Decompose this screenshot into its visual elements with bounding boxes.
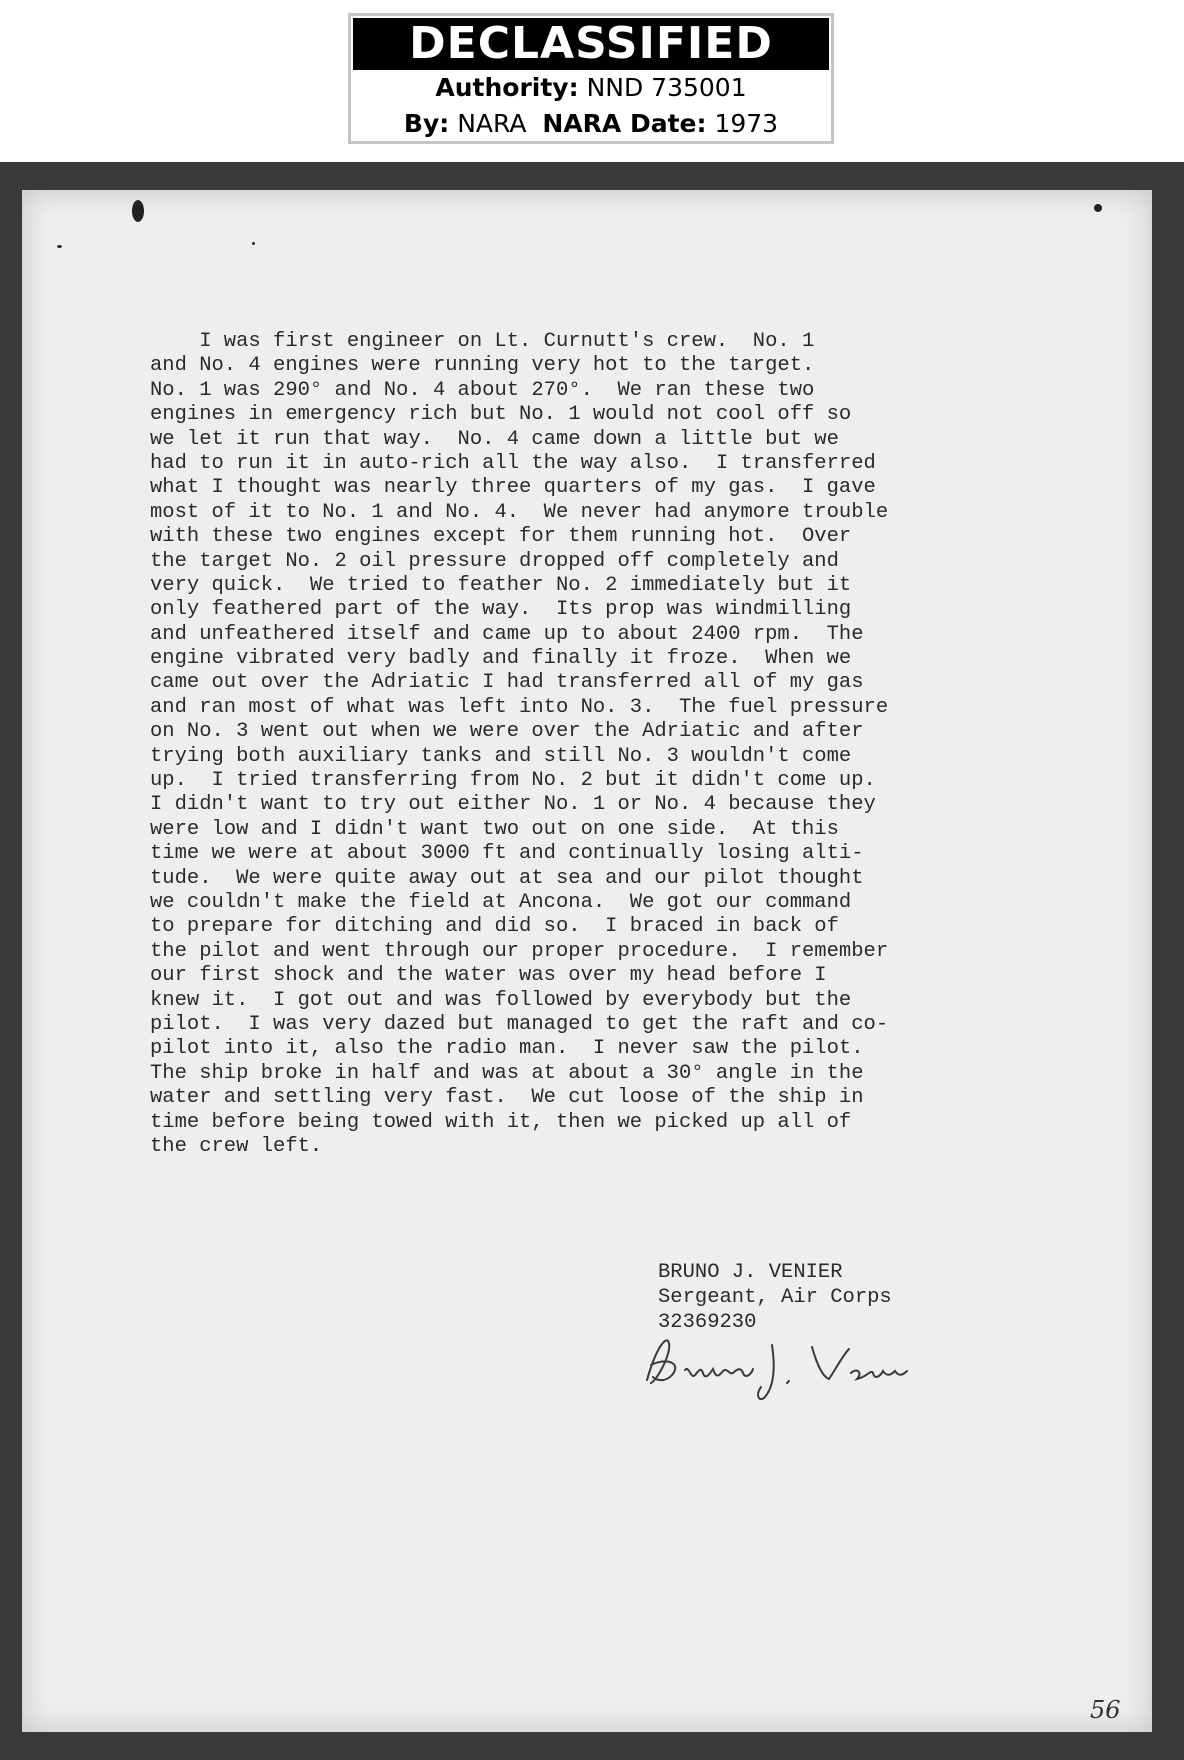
signer-serial: 32369230 bbox=[658, 1311, 757, 1334]
declassified-stamp bbox=[348, 13, 834, 144]
statement-line: on No. 3 went out when we were over the Adriatic and after bbox=[150, 720, 864, 744]
ink-speck bbox=[57, 245, 62, 248]
signer-rank: Sergeant, Air Corps bbox=[658, 1286, 892, 1309]
statement-line: came out over the Adriatic I had transferred all of my gas bbox=[150, 671, 864, 695]
ink-speck bbox=[252, 242, 255, 245]
statement-line: very quick. We tried to feather No. 2 immediately but it bbox=[150, 573, 852, 597]
statement-line: to prepare for ditching and did so. I braced in back of bbox=[150, 915, 839, 939]
statement-line: and No. 4 engines were running very hot to the target. bbox=[150, 354, 815, 378]
statement-line: and unfeathered itself and came up to about 2400 rpm. The bbox=[150, 622, 864, 646]
authority-label: Authority: bbox=[435, 73, 579, 102]
statement-line: The ship broke in half and was at about a 30° angle in the bbox=[150, 1061, 864, 1085]
statement-line: the pilot and went through our proper procedure. I remember bbox=[150, 939, 889, 963]
authority-value: NND 735001 bbox=[586, 73, 747, 102]
statement-line: our first shock and the water was over my head before I bbox=[150, 964, 827, 988]
statement-line: with these two engines except for them running hot. Over bbox=[150, 525, 852, 549]
statement-line: time we were at about 3000 ft and continually losing alti- bbox=[150, 842, 864, 866]
statement-line: I was first engineer on Lt. Curnutt's crew. No. 1 bbox=[150, 330, 815, 353]
by-label: By: bbox=[403, 109, 450, 138]
statement-line: most of it to No. 1 and No. 4. We never had anymore trouble bbox=[150, 500, 889, 524]
statement-line: trying both auxiliary tanks and still No. 3 wouldn't come bbox=[150, 744, 852, 768]
statement-line: only feathered part of the way. Its prop was windmilling bbox=[150, 598, 852, 622]
scanned-page-frame bbox=[0, 162, 1184, 1760]
statement-line: up. I tried transferring from No. 2 but it didn't come up. bbox=[150, 769, 876, 793]
statement-line: had to run it in auto-rich all the way also. I transferred bbox=[150, 451, 876, 475]
statement-line: and ran most of what was left into No. 3. The fuel pressure bbox=[150, 695, 889, 719]
by-value: NARA bbox=[457, 109, 527, 138]
statement-line: engine vibrated very badly and finally it froze. When we bbox=[150, 647, 852, 671]
statement-line: I didn't want to try out either No. 1 or No. 4 because they bbox=[150, 793, 876, 817]
statement-line: the target No. 2 oil pressure dropped off completely and bbox=[150, 549, 839, 573]
statement-line: time before being towed with it, then we picked up all of bbox=[150, 1110, 852, 1134]
typed-page bbox=[22, 190, 1152, 1732]
statement-line: what I thought was nearly three quarters of my gas. I gave bbox=[150, 476, 876, 500]
date-label: NARA Date: bbox=[542, 109, 707, 138]
signer-name: BRUNO J. VENIER bbox=[658, 1261, 843, 1284]
signature-block bbox=[658, 1260, 892, 1335]
stamp-by-date bbox=[351, 106, 831, 142]
ink-speck bbox=[1094, 204, 1102, 212]
statement-body bbox=[150, 330, 1050, 1159]
statement-line: pilot into it, also the radio man. I never saw the pilot. bbox=[150, 1037, 864, 1061]
stamp-title: DECLASSIFIED bbox=[353, 18, 829, 70]
statement-line: No. 1 was 290° and No. 4 about 270°. We ran these two bbox=[150, 378, 815, 402]
statement-line: tude. We were quite away out at sea and our pilot thought bbox=[150, 866, 864, 890]
statement-line: we couldn't make the field at Ancona. We got our command bbox=[150, 890, 852, 914]
statement-line: were low and I didn't want two out on one side. At this bbox=[150, 817, 839, 841]
stamp-authority bbox=[351, 70, 831, 106]
statement-line: water and settling very fast. We cut loose of the ship in bbox=[150, 1086, 864, 1110]
ink-speck bbox=[132, 200, 144, 222]
handwritten-signature bbox=[637, 1325, 917, 1405]
statement-line: we let it run that way. No. 4 came down a little but we bbox=[150, 427, 839, 451]
statement-line: the crew left. bbox=[150, 1134, 323, 1158]
statement-line: engines in emergency rich but No. 1 would not cool off so bbox=[150, 403, 852, 427]
date-value: 1973 bbox=[714, 109, 779, 138]
statement-line: pilot. I was very dazed but managed to get the raft and co- bbox=[150, 1012, 889, 1036]
page-number: 56 bbox=[1090, 1696, 1121, 1724]
statement-line: knew it. I got out and was followed by everybody but the bbox=[150, 988, 852, 1012]
